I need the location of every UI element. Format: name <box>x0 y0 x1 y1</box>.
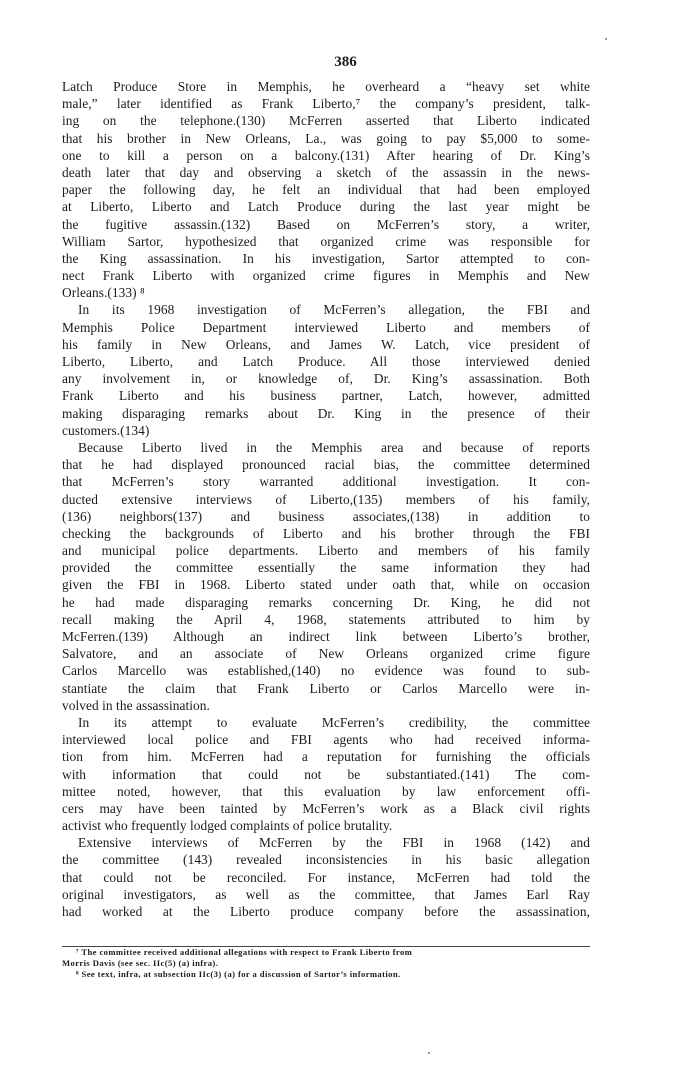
text-line: stantiate the claim that Frank Liberto or Carlos Marcello were in- <box>62 680 590 696</box>
text-line: ducted extensive interviews of Liberto,(135) members of his family, <box>62 491 590 507</box>
text-line: cers may have been tainted by McFerren’s work as a Black civil rights <box>62 800 590 816</box>
text-line: male,” later identified as Frank Liberto,⁷ the company’s president, talk- <box>62 96 590 112</box>
footnote-8: ⁸ See text, infra, at subsection IIc(3) (a) for a discussion of Sartor’s information. <box>76 969 401 979</box>
text-line: Extensive interviews of McFerren by the FBI in 1968 (142) and <box>78 835 590 851</box>
text-line: Orleans.(133) ⁸ <box>62 285 145 301</box>
text-line: Frank Liberto and his business partner, Latch, however, admitted <box>62 388 590 404</box>
text-line: the committee (143) revealed inconsistencies in his basic allegation <box>62 852 590 868</box>
text-line: one to kill a person on a balcony.(131) After hearing of Dr. King’s <box>62 147 590 163</box>
text-line: customers.(134) <box>62 422 150 438</box>
text-line: that McFerren’s story warranted additional investigation. It con- <box>62 474 590 490</box>
text-line: mittee noted, however, that this evaluation by law enforcement offi- <box>62 783 590 799</box>
text-line: he had made disparaging remarks concerning Dr. King, he did not <box>62 594 590 610</box>
text-line: nect Frank Liberto with organized crime figures in Memphis and New <box>62 268 590 284</box>
text-line: Memphis Police Department interviewed Liberto and members of <box>62 319 590 335</box>
text-line: Salvatore, and an associate of New Orleans organized crime figure <box>62 646 590 662</box>
text-line: McFerren.(139) Although an indirect link between Liberto’s brother, <box>62 629 590 644</box>
body-text <box>62 78 590 920</box>
text-line: his family in New Orleans, and James W. Latch, vice president of <box>62 336 590 352</box>
text-line: tion from him. McFerren had a reputation for furnishing the officials <box>62 749 590 765</box>
text-line: the fugitive assassin.(132) Based on McFerren’s story, a writer, <box>62 216 590 232</box>
text-line: volved in the assassination. <box>62 697 210 713</box>
text-line: In its 1968 investigation of McFerren’s allegation, the FBI and <box>78 302 590 318</box>
scan-speck <box>428 1052 430 1054</box>
text-line: original investigators, as well as the committee, that James Earl Ray <box>62 886 590 902</box>
text-line: Because Liberto lived in the Memphis area and because of reports <box>78 439 590 455</box>
text-line: ing on the telephone.(130) McFerren asserted that Liberto indicated <box>62 113 590 129</box>
text-line: (136) neighbors(137) and business associates,(138) in addition to <box>62 508 590 524</box>
text-line: at Liberto, Liberto and Latch Produce during the last year might be <box>62 199 590 215</box>
text-line: making disparaging remarks about Dr. King in the presence of their <box>62 405 590 421</box>
text-line: that he had displayed pronounced racial bias, the committee determined <box>62 457 590 473</box>
text-line: with information that could not be substantiated.(141) The com- <box>62 766 590 782</box>
text-line: Liberto, Liberto, and Latch Produce. All those interviewed denied <box>62 354 590 369</box>
text-line: had worked at the Liberto produce company before the assassination, <box>62 904 590 919</box>
text-line: activist who frequently lodged complaints of police brutality. <box>62 818 393 834</box>
text-line: that his brother in New Orleans, La., was going to pay $5,000 to some- <box>62 130 590 146</box>
footnotes <box>62 946 590 980</box>
text-line: any involvement in, or knowledge of, Dr. King’s assassination. Both <box>62 371 590 387</box>
footnote-7: ⁷ The committee received additional allegations with respect to Frank Liberto from <box>76 947 413 957</box>
footnote-7-continued: Morris Davis (see sec. IIc(5) (a) infra). <box>62 958 219 968</box>
text-line: that could not be reconciled. For instance, McFerren had told the <box>62 869 590 885</box>
text-line: interviewed local police and FBI agents who had received informa- <box>62 732 590 748</box>
text-line: provided the committee essentially the same information they had <box>62 560 590 576</box>
text-line: recall making the April 4, 1968, statements attributed to him by <box>62 611 590 627</box>
scan-speck <box>605 38 607 40</box>
text-line: William Sartor, hypothesized that organized crime was responsible for <box>62 233 590 249</box>
text-line: Latch Produce Store in Memphis, he overheard a “heavy set white <box>62 79 590 94</box>
text-line: and municipal police departments. Liberto and members of his family <box>62 543 590 559</box>
text-line: paper the following day, he felt an individual that had been employed <box>62 182 590 198</box>
text-line: In its attempt to evaluate McFerren’s credibility, the committee <box>78 714 590 730</box>
text-line: given the FBI in 1968. Liberto stated under oath that, while on occasion <box>62 577 590 593</box>
page-number: 386 <box>334 54 357 70</box>
text-line: death later that day and observing a sketch of the assassin in the news- <box>62 164 590 180</box>
text-line: checking the backgrounds of Liberto and his brother through the FBI <box>62 525 590 541</box>
text-line: the King assassination. In his investigation, Sartor attempted to con- <box>62 250 590 266</box>
text-line: Carlos Marcello was established,(140) no evidence was found to sub- <box>62 663 590 679</box>
